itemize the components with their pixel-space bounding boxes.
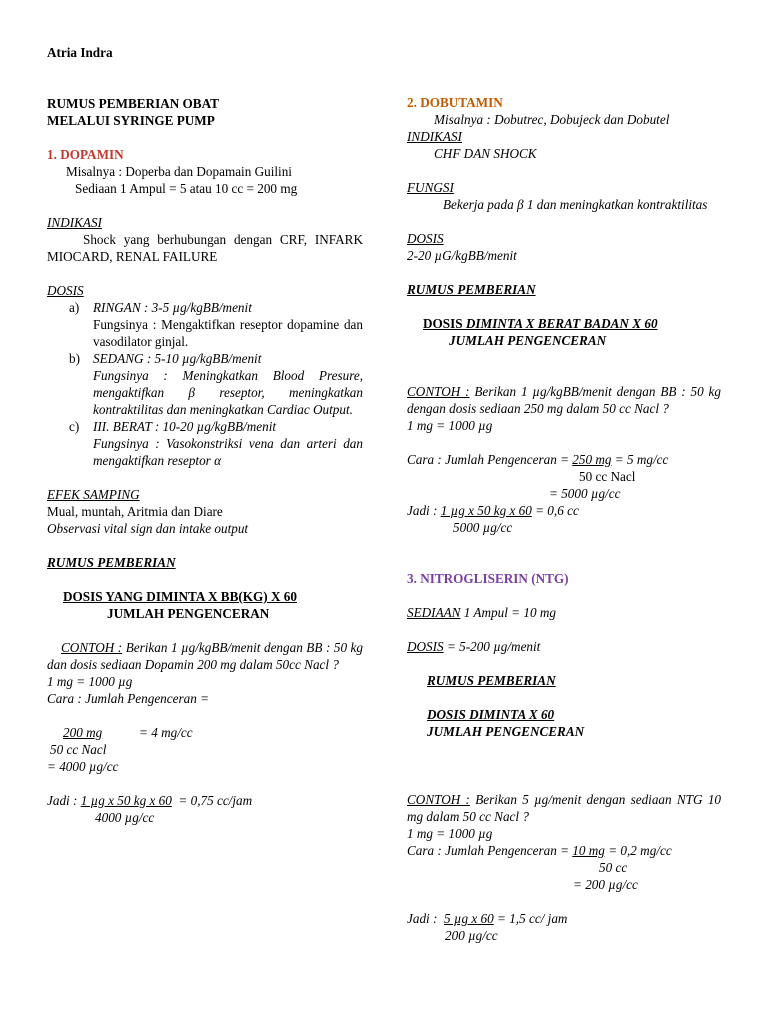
- dosis-label: DOSIS: [407, 639, 444, 654]
- dobutamin-misalnya: Misalnya : Dobutrec, Dobujeck dan Dobutel: [434, 112, 670, 127]
- ntg-sediaan-row: [407, 604, 721, 621]
- dobutamin-formula-denominator: JUMLAH PENGENCERAN: [449, 333, 607, 348]
- dobutamin-dosis-text: 2-20 µG/kgBB/menit: [407, 248, 517, 263]
- efek-samping-label: EFEK SAMPING: [47, 487, 140, 502]
- ntg-fraction-denominator: 50 cc: [599, 860, 628, 875]
- jadi-numerator: 1 µg x 50 kg x 60: [80, 793, 172, 808]
- fraction-numerator: 200 mg: [63, 725, 103, 740]
- dobutamin-fraction-equivalent: = 5000 µg/cc: [549, 486, 621, 501]
- sediaan-label: SEDIAAN: [407, 605, 461, 620]
- ntg-jadi-row: [407, 910, 721, 927]
- dobutamin-jadi-denominator: 5000 µg/cc: [453, 520, 513, 535]
- jadi-label: Jadi :: [407, 911, 438, 926]
- ntg-dosis-row: [407, 638, 721, 655]
- ntg-jadi-denominator: 200 µg/cc: [445, 928, 498, 943]
- ntg-fraction-equivalent: = 200 µg/cc: [573, 877, 638, 892]
- observasi-text: Observasi vital sign dan intake output: [47, 521, 249, 536]
- ntg-formula-denominator: JUMLAH PENGENCERAN: [427, 724, 585, 739]
- ntg-conversion: 1 mg = 1000 µg: [407, 826, 493, 841]
- ntg-heading: 3. NITROGLISERIN (NTG): [407, 571, 569, 586]
- dosis-item-berat: [47, 418, 363, 469]
- formula-part-b: DIMINTA X BERAT BADAN X 60: [465, 316, 658, 331]
- dopamin-jadi-row: [47, 792, 363, 809]
- ntg-formula-numerator: DOSIS DIMINTA X 60: [427, 707, 555, 722]
- document-title-line-1: RUMUS PEMBERIAN OBAT: [47, 96, 219, 111]
- contoh-text: Berikan 1 µg/kgBB/menit dengan BB : 50 kg dan dosis sediaan Dopamin 200 mg dalam 50cc Nacl ?: [47, 640, 363, 672]
- dobutamin-conversion: 1 mg = 1000 µg: [407, 418, 493, 433]
- dopamin-cara: Cara : Jumlah Pengenceran =: [47, 691, 209, 706]
- dobutamin-dosis-label: DOSIS: [407, 231, 444, 246]
- contoh-label: CONTOH :: [407, 384, 470, 399]
- jadi-result: = 0,75 cc/jam: [178, 793, 253, 808]
- contoh-label: CONTOH :: [407, 792, 470, 807]
- dobutamin-indikasi-label: INDIKASI: [407, 129, 462, 144]
- jadi-numerator: 1 µg x 50 kg x 60: [440, 503, 532, 518]
- dopamin-fraction-row: [47, 724, 363, 741]
- dopamin-rumus-label: RUMUS PEMBERIAN: [47, 555, 176, 570]
- dopamin-indikasi-label: INDIKASI: [47, 215, 102, 230]
- dopamin-misalnya: Misalnya : Doperba dan Dopamain Guilini: [66, 164, 292, 179]
- dobutamin-contoh: [407, 383, 721, 417]
- contoh-text: Berikan 5 µg/menit dengan sediaan NTG 10 mg dalam 50 cc Nacl ?: [407, 792, 722, 824]
- dosis-description: Fungsinya : Vasokonstriksi vena dan arteri dan mengaktifkan reseptor α: [93, 436, 363, 468]
- right-column: [407, 94, 721, 944]
- dosis-description: Fungsinya : Mengaktifkan reseptor dopamine dan vasodilator ginjal.: [93, 317, 363, 349]
- dopamin-jadi-denominator: 4000 µg/cc: [95, 810, 155, 825]
- document-title-line-2: MELALUI SYRINGE PUMP: [47, 113, 215, 128]
- contoh-label: CONTOH :: [61, 640, 123, 655]
- formula-part-a: DOSIS: [423, 316, 466, 331]
- jadi-result: = 1,5 cc/ jam: [497, 911, 568, 926]
- dobutamin-fungsi-label: FUNGSI: [407, 180, 454, 195]
- cara-text: Cara : Jumlah Pengenceran =: [407, 452, 569, 467]
- jadi-result: = 0,6 cc: [535, 503, 579, 518]
- dopamin-contoh: [47, 639, 363, 673]
- dosis-title: RINGAN : 3-5 µg/kgBB/menit: [93, 300, 252, 315]
- dopamin-conversion: 1 mg = 1000 µg: [47, 674, 133, 689]
- dosis-title: III. BERAT : 10-20 µg/kgBB/menit: [93, 419, 277, 434]
- dopamin-fraction-equivalent: = 4000 µg/cc: [47, 759, 119, 774]
- dopamin-formula-numerator: DOSIS YANG DIMINTA X BB(KG) X 60: [63, 589, 297, 604]
- dosis-text: = 5-200 µg/menit: [446, 639, 541, 654]
- ntg-contoh: [407, 791, 721, 825]
- dobutamin-cara-row: [407, 451, 721, 468]
- fraction-numerator: 250 mg: [572, 452, 612, 467]
- list-marker: a): [69, 300, 80, 315]
- jadi-label: Jadi :: [407, 503, 438, 518]
- author-name: Atria Indra: [47, 45, 113, 60]
- fraction-result: = 4 mg/cc: [139, 725, 193, 740]
- dosis-item-ringan: [47, 299, 363, 350]
- jadi-label: Jadi :: [47, 793, 78, 808]
- cara-text: Cara : Jumlah Pengenceran =: [407, 843, 569, 858]
- ntg-cara-row: [407, 842, 721, 859]
- sediaan-text: 1 Ampul = 10 mg: [463, 605, 556, 620]
- dopamin-fraction-denominator: 50 cc Nacl: [50, 742, 107, 757]
- contoh-text: Berikan 1 µg/kgBB/menit dengan BB : 50 kg dengan dosis sediaan 250 mg dalam 50 cc Nacl ?: [407, 384, 722, 416]
- fraction-result: = 0,2 mg/cc: [608, 843, 672, 858]
- dosis-item-sedang: [47, 350, 363, 418]
- jadi-numerator: 5 µg x 60: [444, 911, 494, 926]
- fraction-result: = 5 mg/cc: [614, 452, 669, 467]
- list-marker: b): [69, 351, 80, 366]
- dobutamin-formula-numerator: [407, 315, 721, 332]
- dobutamin-fungsi-text: Bekerja pada β 1 dan meningkatkan kontraktilitas: [443, 197, 708, 212]
- dopamin-dosis-label: DOSIS: [47, 283, 84, 298]
- efek-samping-text: Mual, muntah, Aritmia dan Diare: [47, 504, 223, 519]
- dobutamin-jadi-row: [407, 502, 721, 519]
- dopamin-indikasi-text: Shock yang berhubungan dengan CRF, INFARK MIOCARD, RENAL FAILURE: [47, 232, 363, 264]
- dopamin-sediaan: Sediaan 1 Ampul = 5 atau 10 cc = 200 mg: [75, 181, 298, 196]
- dobutamin-indikasi-text: CHF DAN SHOCK: [434, 146, 537, 161]
- dopamin-formula-denominator: JUMLAH PENGENCERAN: [107, 606, 270, 621]
- ntg-rumus-label: RUMUS PEMBERIAN: [427, 673, 556, 688]
- dosis-description: Fungsinya : Meningkatkan Blood Presure, mengaktifkan β reseptor, meningkatkan kontraktilitas dan meningkatkan Cardiac Output.: [93, 368, 363, 417]
- dosis-title: SEDANG : 5-10 µg/kgBB/menit: [93, 351, 262, 366]
- fraction-numerator: 10 mg: [572, 843, 605, 858]
- list-marker: c): [69, 419, 80, 434]
- dobutamin-rumus-label: RUMUS PEMBERIAN: [407, 282, 536, 297]
- dobutamin-fraction-denominator: 50 cc Nacl: [579, 469, 636, 484]
- dopamin-heading: 1. DOPAMIN: [47, 147, 124, 162]
- left-column: [47, 44, 363, 826]
- dobutamin-heading: 2. DOBUTAMIN: [407, 95, 503, 110]
